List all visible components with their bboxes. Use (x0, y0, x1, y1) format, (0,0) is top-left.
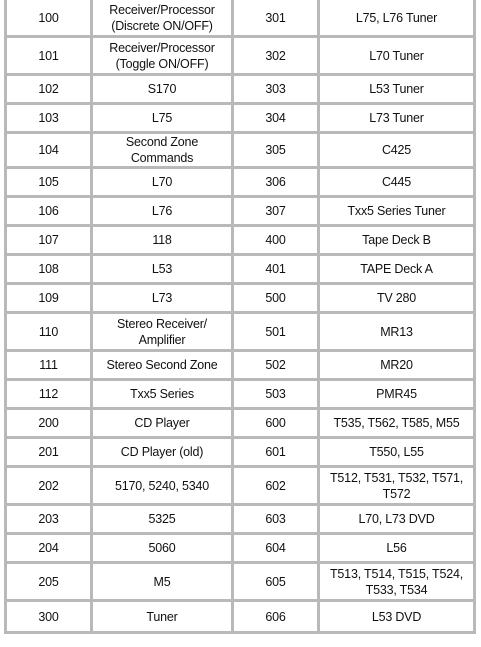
code-cell: 307 (234, 198, 320, 227)
device-cell: L70 Tuner (320, 38, 473, 76)
table-row (7, 134, 473, 169)
table-row (7, 506, 473, 535)
table-row (7, 381, 473, 410)
code-cell: 110 (7, 314, 93, 352)
code-cell: 603 (234, 506, 320, 535)
code-cell: 103 (7, 105, 93, 134)
device-cell: TAPE Deck A (320, 256, 473, 285)
code-cell: 601 (234, 439, 320, 468)
device-cell: T550, L55 (320, 439, 473, 468)
device-cell: L73 Tuner (320, 105, 473, 134)
device-cell (320, 564, 473, 602)
code-cell: 100 (7, 0, 93, 38)
code-cell: 304 (234, 105, 320, 134)
code-cell: 600 (234, 410, 320, 439)
code-cell: 105 (7, 169, 93, 198)
device-code-table-body (7, 0, 473, 631)
device-code-table (4, 0, 476, 634)
code-cell: 205 (7, 564, 93, 602)
device-line: T513, T514, T515, T524, T533, T534 (330, 566, 463, 597)
table-row (7, 227, 473, 256)
code-cell: 200 (7, 410, 93, 439)
device-cell: Txx5 Series Tuner (320, 198, 473, 227)
code-cell: 606 (234, 602, 320, 631)
code-cell: 112 (7, 381, 93, 410)
table-row (7, 314, 473, 352)
table-row (7, 535, 473, 564)
table-row (7, 564, 473, 602)
code-cell: 203 (7, 506, 93, 535)
table-row (7, 169, 473, 198)
device-cell (93, 314, 234, 352)
code-cell: 104 (7, 134, 93, 169)
table-row (7, 439, 473, 468)
code-cell: 604 (234, 535, 320, 564)
device-cell: TV 280 (320, 285, 473, 314)
device-cell: Tape Deck B (320, 227, 473, 256)
code-cell: 201 (7, 439, 93, 468)
device-cell: MR20 (320, 352, 473, 381)
device-cell: L75, L76 Tuner (320, 0, 473, 38)
device-cell: 5060 (93, 535, 234, 564)
code-cell: 400 (234, 227, 320, 256)
device-cell: CD Player (old) (93, 439, 234, 468)
device-line: Receiver/Processor (Toggle ON/OFF) (109, 40, 215, 71)
table-row (7, 0, 473, 38)
code-cell: 602 (234, 468, 320, 506)
device-cell: C425 (320, 134, 473, 169)
code-cell: 111 (7, 352, 93, 381)
device-cell: S170 (93, 76, 234, 105)
table-row (7, 285, 473, 314)
table-row (7, 468, 473, 506)
device-cell: Tuner (93, 602, 234, 631)
table-row (7, 410, 473, 439)
code-cell: 204 (7, 535, 93, 564)
code-cell: 108 (7, 256, 93, 285)
device-cell: L75 (93, 105, 234, 134)
device-cell: 118 (93, 227, 234, 256)
device-cell: T535, T562, T585, M55 (320, 410, 473, 439)
code-cell: 501 (234, 314, 320, 352)
device-cell: 5325 (93, 506, 234, 535)
device-cell: PMR45 (320, 381, 473, 410)
table-row (7, 602, 473, 631)
table-row (7, 76, 473, 105)
device-cell: C445 (320, 169, 473, 198)
device-cell: Second Zone Commands (93, 134, 234, 169)
table-row (7, 105, 473, 134)
device-cell: MR13 (320, 314, 473, 352)
code-cell: 301 (234, 0, 320, 38)
table-row (7, 256, 473, 285)
device-cell: CD Player (93, 410, 234, 439)
code-cell: 107 (7, 227, 93, 256)
code-cell: 605 (234, 564, 320, 602)
device-cell: L70 (93, 169, 234, 198)
code-cell: 302 (234, 38, 320, 76)
device-cell: L56 (320, 535, 473, 564)
code-cell: 300 (7, 602, 93, 631)
device-line: T512, T531, T532, T571, T572 (330, 470, 463, 501)
device-cell: Stereo Second Zone (93, 352, 234, 381)
device-cell (320, 468, 473, 506)
code-cell: 503 (234, 381, 320, 410)
code-cell: 101 (7, 38, 93, 76)
device-cell: 5170, 5240, 5340 (93, 468, 234, 506)
device-cell: L76 (93, 198, 234, 227)
table-row (7, 38, 473, 76)
device-cell: L73 (93, 285, 234, 314)
code-cell: 502 (234, 352, 320, 381)
device-line: Receiver/Processor (Discrete ON/OFF) (109, 2, 215, 33)
code-cell: 500 (234, 285, 320, 314)
code-cell: 303 (234, 76, 320, 105)
table-row (7, 198, 473, 227)
device-cell (93, 0, 234, 38)
code-cell: 305 (234, 134, 320, 169)
device-cell: L70, L73 DVD (320, 506, 473, 535)
device-cell: L53 DVD (371, 609, 422, 624)
code-cell: 109 (7, 285, 93, 314)
table-row (7, 352, 473, 381)
code-cell: 102 (7, 76, 93, 105)
code-cell: 306 (234, 169, 320, 198)
device-cell: M5 (93, 564, 234, 602)
code-cell: 106 (7, 198, 93, 227)
device-cell: L53 Tuner (320, 76, 473, 105)
device-cell (93, 38, 234, 76)
device-cell: Txx5 Series (93, 381, 234, 410)
code-cell: 401 (234, 256, 320, 285)
device-line: Stereo Receiver/ Amplifier (117, 316, 207, 347)
code-cell: 202 (7, 468, 93, 506)
device-cell: L53 (93, 256, 234, 285)
